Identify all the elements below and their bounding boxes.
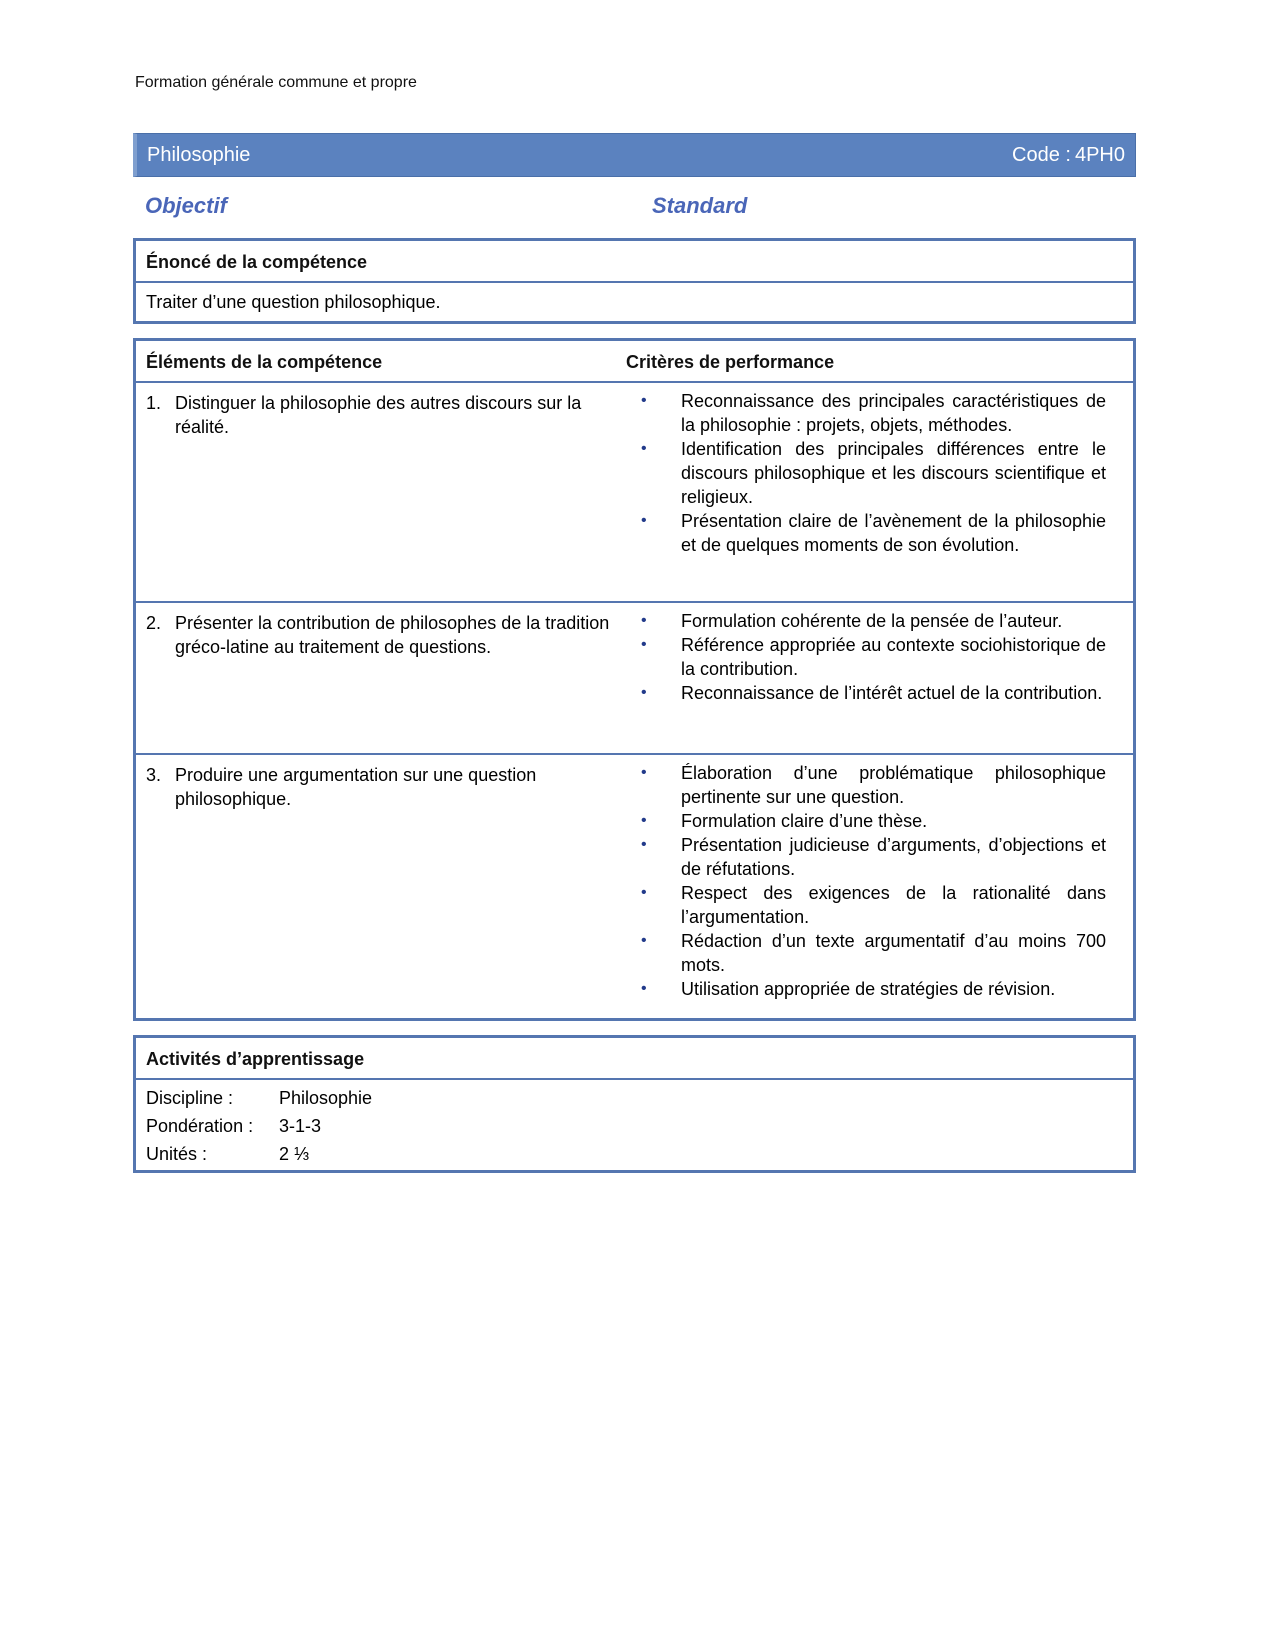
unites-label: Unités : bbox=[146, 1144, 208, 1164]
elements-box bbox=[133, 338, 1136, 1021]
objectif-label: Objectif bbox=[145, 193, 227, 218]
enonce-title: Énoncé de la compétence bbox=[146, 252, 368, 272]
activites-title: Activités d’apprentissage bbox=[146, 1049, 365, 1069]
element-number: 3. bbox=[146, 765, 162, 785]
criterion-item: • Utilisation appropriée de stratégies de révision. bbox=[636, 977, 1106, 1001]
course-title-bar bbox=[133, 133, 1136, 177]
criterion-item: • Formulation cohérente de la pensée de l’auteur. bbox=[636, 609, 1106, 633]
criterion-item: • Rédaction d’un texte argumentatif d’au moins 700 mots. bbox=[636, 929, 1106, 977]
criterion-item: • Présentation judicieuse d’arguments, d’objections et de réfutations. bbox=[636, 833, 1106, 881]
element-text bbox=[146, 763, 616, 811]
element-text bbox=[146, 391, 616, 439]
criteria-list bbox=[636, 761, 1106, 1001]
course-code bbox=[1012, 144, 1125, 167]
element-number: 2. bbox=[146, 613, 162, 633]
element-description: Présenter la contribution de philosophes de la tradition gréco-latine au traitement de questions. bbox=[175, 613, 610, 657]
element-row-1 bbox=[136, 383, 1133, 603]
elements-header bbox=[136, 341, 1133, 383]
element-description: Distinguer la philosophie des autres discours sur la réalité. bbox=[175, 393, 582, 437]
element-row-3 bbox=[136, 755, 1133, 1018]
code-value: 4PH0 bbox=[1074, 144, 1125, 166]
discipline-value: Philosophie bbox=[279, 1088, 373, 1108]
enonce-box bbox=[133, 238, 1136, 324]
activites-body bbox=[136, 1080, 1133, 1170]
criteres-title: Critères de performance bbox=[626, 352, 835, 372]
course-name: Philosophie bbox=[147, 144, 251, 166]
objectif-standard-row bbox=[145, 193, 1125, 223]
ponderation-line bbox=[146, 1116, 321, 1137]
unites-value: 2 ⅓ bbox=[279, 1144, 310, 1164]
activites-header bbox=[136, 1038, 1133, 1080]
element-text bbox=[146, 611, 616, 659]
criterion-item: • Reconnaissance de l’intérêt actuel de la contribution. bbox=[636, 681, 1106, 705]
discipline-line bbox=[146, 1088, 372, 1109]
element-number: 1. bbox=[146, 393, 162, 413]
code-label: Code : bbox=[1012, 144, 1071, 166]
enonce-header bbox=[136, 241, 1133, 283]
ponderation-value: 3-1-3 bbox=[279, 1116, 322, 1136]
criterion-item: • Reconnaissance des principales caractéristiques de la philosophie : projets, objets, méthodes. bbox=[636, 389, 1106, 437]
discipline-label: Discipline : bbox=[146, 1088, 234, 1108]
element-description: Produire une argumentation sur une question philosophique. bbox=[175, 765, 537, 809]
criterion-item: • Formulation claire d’une thèse. bbox=[636, 809, 1106, 833]
page-header: Formation générale commune et propre bbox=[135, 74, 417, 91]
standard-label: Standard bbox=[652, 193, 748, 218]
element-row-2 bbox=[136, 603, 1133, 755]
activites-box bbox=[133, 1035, 1136, 1173]
criterion-item: • Élaboration d’une problématique philosophique pertinente sur une question. bbox=[636, 761, 1106, 809]
criteria-list bbox=[636, 609, 1106, 705]
criterion-item: • Référence appropriée au contexte sociohistorique de la contribution. bbox=[636, 633, 1106, 681]
elements-title: Éléments de la compétence bbox=[146, 352, 383, 372]
unites-line bbox=[146, 1144, 309, 1165]
criterion-item: • Respect des exigences de la rationalité dans l’argumentation. bbox=[636, 881, 1106, 929]
enonce-body bbox=[136, 283, 1133, 321]
criterion-item: • Présentation claire de l’avènement de la philosophie et de quelques moments de son évolution. bbox=[636, 509, 1106, 557]
ponderation-label: Pondération : bbox=[146, 1116, 254, 1136]
criterion-item: • Identification des principales différences entre le discours philosophique et les discours scientifique et religieux. bbox=[636, 437, 1106, 509]
criteria-list bbox=[636, 389, 1106, 557]
enonce-text: Traiter d’une question philosophique. bbox=[146, 292, 441, 312]
